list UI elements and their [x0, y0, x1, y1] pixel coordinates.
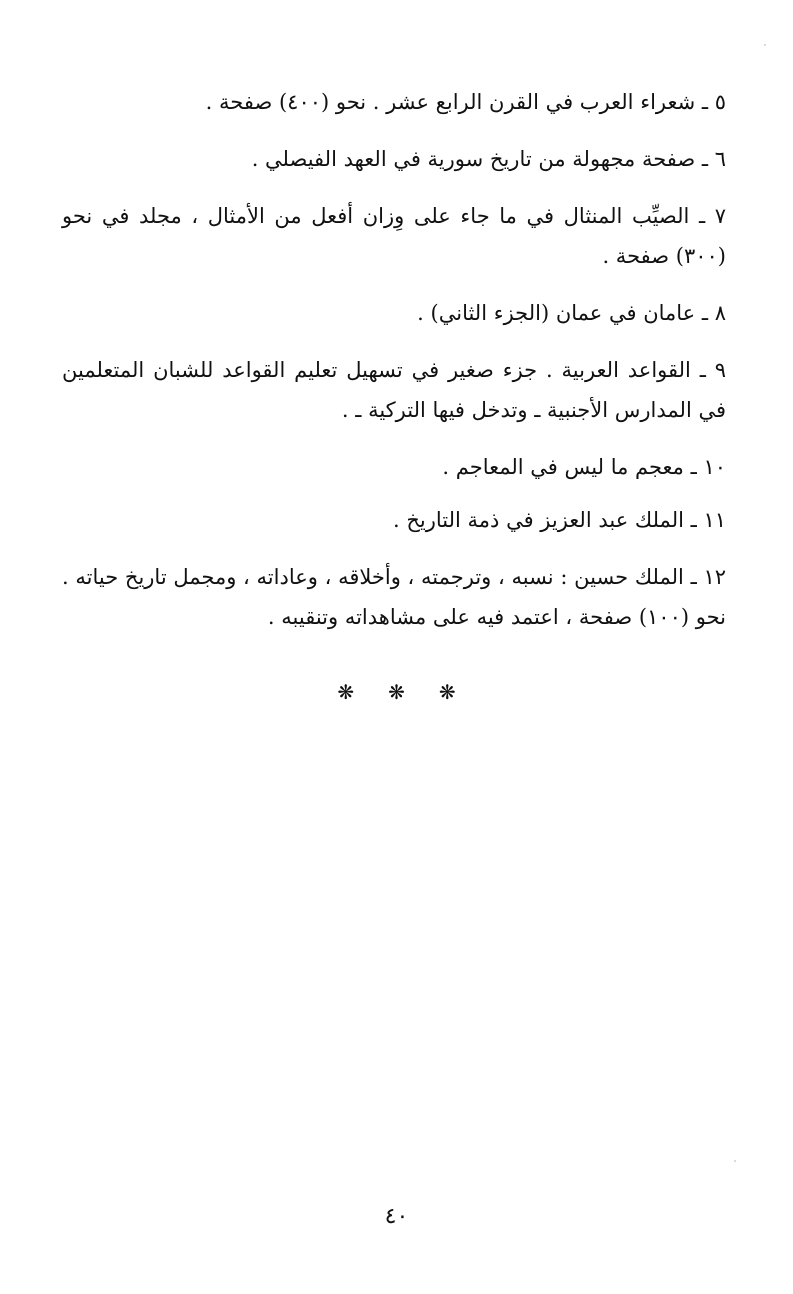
list-item: ١١ ـ الملك عبد العزيز في ذمة التاريخ . [393, 508, 726, 532]
paper-speck [734, 1160, 736, 1162]
list-item: ١٢ ـ الملك حسين : نسبه ، وترجمته ، وأخلاقه ، وعاداته ، ومجمل تاريخ حياته . نحو (١٠٠) صفحة ، اعتمد فيه على مشاهداته وتنقيبه . [62, 565, 726, 629]
list-item: ٧ ـ الصيِّب المنثال في ما جاء على وِزان أفعل من الأمثال ، مجلد في نحو (٣٠٠) صفحة . [62, 204, 726, 268]
page-number: ٤٠ [384, 1204, 409, 1229]
section-separator: ❋❋❋ [337, 680, 490, 704]
paper-speck [764, 44, 766, 46]
works-list [62, 82, 726, 654]
list-item: ٥ ـ شعراء العرب في القرن الرابع عشر . نحو (٤٠٠) صفحة . [205, 90, 726, 114]
list-item: ٨ ـ عامان في عمان (الجزء الثاني) . [417, 301, 726, 325]
list-item: ١٠ ـ معجم ما ليس في المعاجم . [442, 455, 726, 479]
list-item: ٩ ـ القواعد العربية . جزء صغير في تسهيل تعليم القواعد للشبان المتعلمين في المدارس الأجنبية ـ وتدخل فيها التركية ـ . [62, 358, 726, 422]
list-item: ٦ ـ صفحة مجهولة من تاريخ سورية في العهد الفيصلي . [251, 147, 726, 171]
